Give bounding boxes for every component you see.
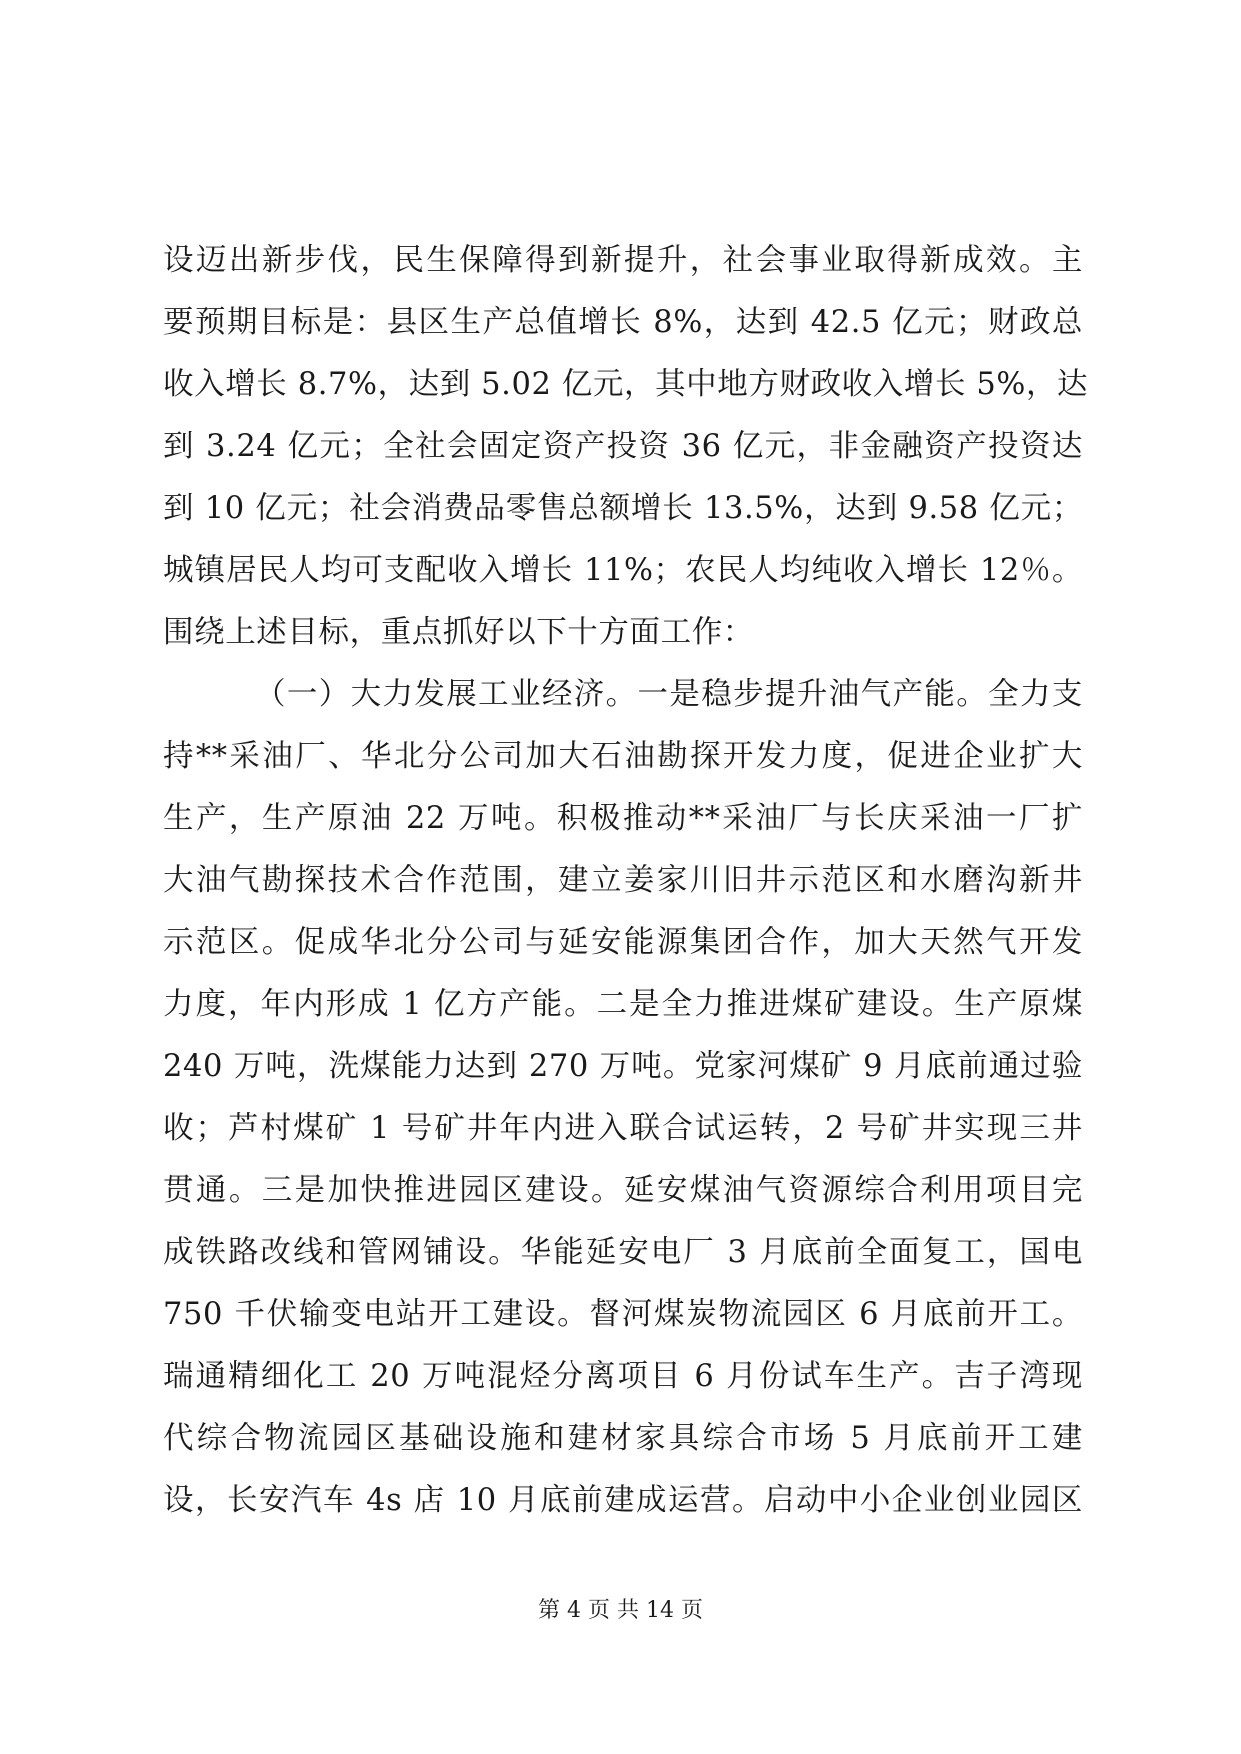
text-line: 到 3.24 亿元；全社会固定资产投资 36 亿元，非金融资产投资达 [163,429,1083,464]
text-line: 持**采油厂、华北分公司加大石油勘探开发力度，促进企业扩大 [163,739,1083,774]
text-line: 贯通。三是加快推进园区建设。延安煤油气资源综合利用项目完 [163,1173,1083,1208]
text-line: 瑞通精细化工 20 万吨混烃分离项目 6 月份试车生产。吉子湾现 [163,1359,1083,1394]
text-line: 收入增长 8.7%，达到 5.02 亿元，其中地方财政收入增长 5%，达 [163,367,1089,402]
text-line: 设迈出新步伐，民生保障得到新提升，社会事业取得新成效。主 [163,243,1083,278]
text-line: 大油气勘探技术合作范围，建立姜家川旧井示范区和水磨沟新井 [163,863,1083,898]
text-line: 代综合物流园区基础设施和建材家具综合市场 5 月底前开工建 [163,1421,1083,1456]
text-line: 到 10 亿元；社会消费品零售总额增长 13.5%，达到 9.58 亿元； [163,491,1083,526]
text-line: 750 千伏输变电站开工建设。督河煤炭物流园区 6 月底前开工。 [163,1297,1083,1332]
text-line: 生产，生产原油 22 万吨。积极推动**采油厂与长庆采油一厂扩 [163,801,1083,836]
text-line: 收；芦村煤矿 1 号矿井年内进入联合试运转，2 号矿井实现三井 [163,1111,1083,1146]
text-line: 示范区。促成华北分公司与延安能源集团合作，加大天然气开发 [163,925,1083,960]
text-line: 城镇居民人均可支配收入增长 11%；农民人均纯收入增长 12％。 [163,553,1083,588]
text-line: 力度，年内形成 1 亿方产能。二是全力推进煤矿建设。生产原煤 [163,987,1083,1022]
text-line: 成铁路改线和管网铺设。华能延安电厂 3 月底前全面复工，国电 [163,1235,1083,1270]
text-line: 设，长安汽车 4s 店 10 月底前建成运营。启动中小企业创业园区 [163,1483,1083,1518]
body-text [163,230,1089,1532]
page-number-footer: 第 4 页 共 14 页 [538,1598,703,1623]
text-line: 要预期目标是：县区生产总值增长 8%，达到 42.5 亿元；财政总 [163,305,1083,340]
text-line: 240 万吨，洗煤能力达到 270 万吨。党家河煤矿 9 月底前通过验 [163,1049,1083,1084]
section-heading-line: （一）大力发展工业经济。一是稳步提升油气产能。全力支 [255,677,1083,712]
text-line: 围绕上述目标，重点抓好以下十方面工作： [163,615,754,650]
